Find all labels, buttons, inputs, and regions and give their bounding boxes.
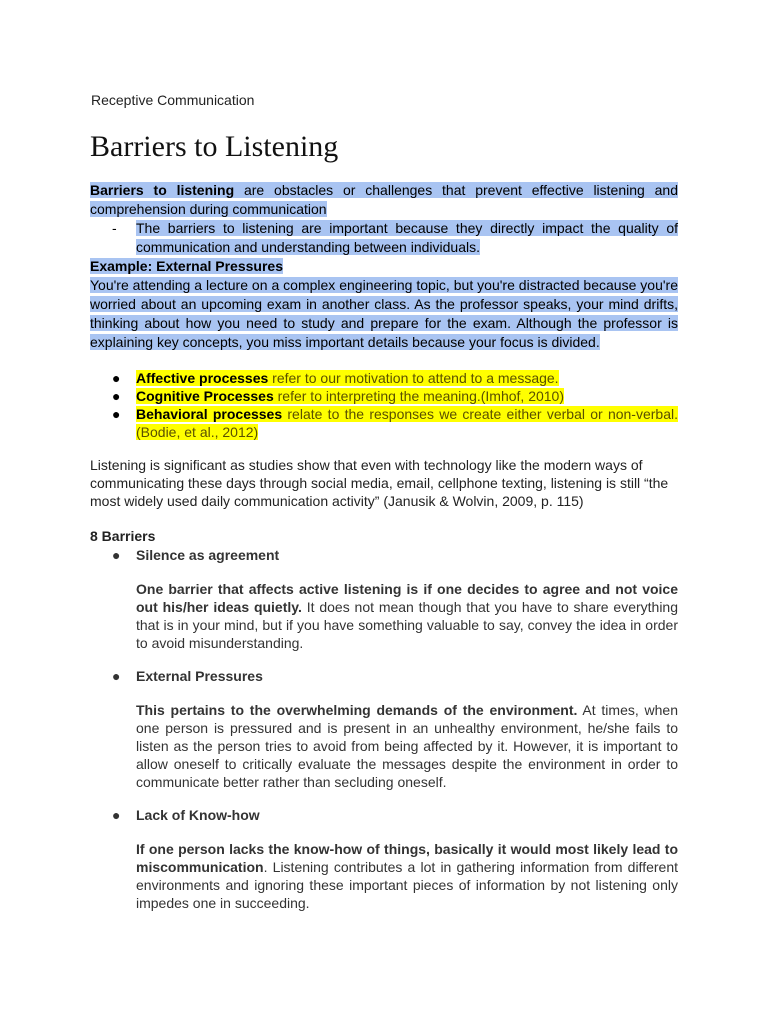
- dash-item-text: The barriers to listening are important because they directly impact the quality of communication and understanding between individuals.: [136, 220, 678, 255]
- bullet-icon: ●: [112, 370, 121, 386]
- bullet-icon: ●: [112, 388, 121, 404]
- example-heading: Example: External Pressures: [90, 258, 283, 274]
- process-item: [90, 405, 678, 441]
- process-term: Cognitive Processes: [136, 388, 274, 404]
- definition-term: Barriers to listening: [90, 182, 235, 198]
- bullet-icon: ●: [112, 406, 121, 422]
- barrier-name: Lack of Know-how: [136, 807, 260, 823]
- barrier-text: At times, when one person is pressured and is present in an unhealthy environment, he/she fails to listen as the person tries to avoid from being affected by it. However, it is important to allow oneself to critically evaluate the messages despite the environment in order to communicate better rather than secluding oneself.: [136, 702, 678, 790]
- document-subtitle: Receptive Communication: [91, 92, 255, 108]
- intro-section: [90, 181, 678, 352]
- barrier-description: [136, 840, 678, 912]
- barrier-bold-text: This pertains to the overwhelming demands of the environment.: [136, 702, 578, 718]
- barriers-heading: 8 Barriers: [90, 528, 156, 544]
- dash-marker: -: [112, 220, 117, 236]
- barrier-description: [136, 580, 678, 652]
- barrier-description: [136, 701, 678, 791]
- process-text: refer to our motivation to attend to a message.: [268, 370, 559, 386]
- barrier-item: [90, 667, 678, 791]
- barrier-text: . Listening contributes a lot in gathering information from different environments and ignoring these important pieces of information by not listening only impedes one in succeeding.: [136, 859, 678, 911]
- example-paragraph: [90, 276, 678, 352]
- dash-list-item: [112, 219, 678, 257]
- barrier-name: Silence as agreement: [136, 547, 280, 563]
- example-text: You're attending a lecture on a complex engineering topic, but you're distracted because you're worried about an upcoming exam in another class. As the professor speaks, your mind drifts, thinking about how you need to study and prepare for the exam. Although the professor is explaining key concepts, you miss important details because your focus is divided.: [90, 277, 678, 350]
- process-term: Affective processes: [136, 370, 269, 386]
- bullet-icon: ●: [112, 547, 121, 563]
- process-item: [90, 387, 678, 405]
- barrier-bold-text: If one person lacks the know-how of things, basically it would most likely lead to miscommunication: [136, 841, 678, 875]
- bullet-icon: ●: [112, 668, 121, 684]
- barrier-bold-text: One barrier that affects active listening is if one decides to agree and not voice out his/her ideas quietly.: [136, 581, 678, 615]
- definition-paragraph: [90, 181, 678, 219]
- barrier-item: [90, 806, 678, 912]
- process-text: refer to interpreting the meaning.(Imhof, 2010): [273, 388, 565, 404]
- document-title: Barriers to Listening: [90, 130, 339, 163]
- barrier-name: External Pressures: [136, 668, 263, 684]
- process-term: Behavioral processes: [136, 406, 283, 422]
- definition-text: are obstacles or challenges that prevent effective listening and comprehension during communication: [90, 182, 678, 217]
- bullet-icon: ●: [112, 807, 121, 823]
- significance-paragraph: Listening is significant as studies show that even with technology like the modern ways of communicating these days through social media, email, cellphone texting, listening is still “the most widely used daily communication activity” (Janusik & Wolvin, 2009, p. 115): [90, 457, 669, 509]
- process-item: [90, 369, 678, 387]
- process-list: [90, 369, 678, 441]
- process-text: relate to the responses we create either verbal or non-verbal. (Bodie, et al., 2012): [136, 406, 678, 440]
- example-heading-line: [90, 257, 678, 276]
- barrier-item: [90, 546, 678, 652]
- barrier-text: It does not mean though that you have to share everything that is in your mind, but if you have something valuable to say, convey the idea in order to avoid misunderstanding.: [136, 599, 678, 651]
